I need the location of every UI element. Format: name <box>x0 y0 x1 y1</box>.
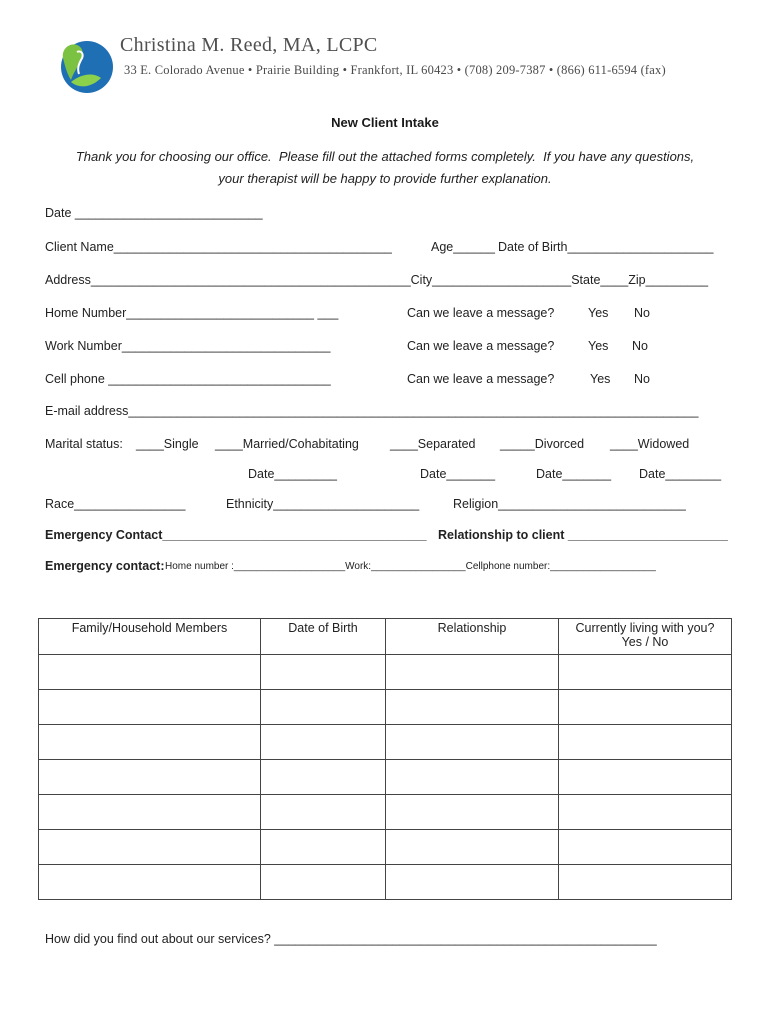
table-cell[interactable] <box>559 830 732 865</box>
home-message-question: Can we leave a message? <box>407 306 555 320</box>
work-number-field[interactable]: Work Number______________________________ <box>45 339 331 353</box>
home-message-no[interactable]: No <box>634 306 650 320</box>
marital-option-separated[interactable]: ____Separated <box>390 437 476 451</box>
cell-phone-field[interactable]: Cell phone ________________________________ <box>45 372 331 386</box>
table-header-row <box>39 619 732 655</box>
form-title: New Client Intake <box>331 115 439 130</box>
table-cell[interactable] <box>559 865 732 900</box>
dob-field[interactable]: Date of Birth_____________________ <box>498 240 714 254</box>
table-cell[interactable] <box>39 760 261 795</box>
work-message-no[interactable]: No <box>632 339 648 353</box>
table-cell[interactable] <box>39 725 261 760</box>
table-cell[interactable] <box>386 760 559 795</box>
table-cell[interactable] <box>39 655 261 690</box>
practice-address: 33 E. Colorado Avenue • Prairie Building • Frankfort, IL 60423 • (708) 209-7387 • (866) 611-6594 (fax) <box>124 63 666 77</box>
marital-status-label: Marital status: <box>45 437 123 451</box>
race-field[interactable]: Race________________ <box>45 497 186 511</box>
table-cell[interactable] <box>261 760 386 795</box>
intro-text-line1: Thank you for choosing our office. Please fill out the attached forms completely. If you have any questions, <box>75 149 695 164</box>
column-header-living-with: Currently living with you? Yes / No <box>559 619 732 655</box>
table-cell[interactable] <box>559 655 732 690</box>
work-message-question: Can we leave a message? <box>407 339 555 353</box>
emergency-contact-field[interactable]: Emergency Contact______________________________________ <box>45 528 427 542</box>
table-cell[interactable] <box>559 760 732 795</box>
table-row <box>39 760 732 795</box>
table-row <box>39 655 732 690</box>
referral-source-field[interactable]: How did you find out about our services? _______________________________________________________ <box>45 932 657 946</box>
practice-logo <box>57 38 113 96</box>
widowed-date-field[interactable]: Date________ <box>639 467 722 481</box>
column-header-relationship: Relationship <box>386 619 559 655</box>
table-cell[interactable] <box>386 655 559 690</box>
practice-name: Christina M. Reed, MA, LCPC <box>120 34 378 56</box>
emergency-contact-label: Emergency contact: <box>45 559 165 573</box>
table-row <box>39 830 732 865</box>
table-cell[interactable] <box>559 690 732 725</box>
table-row <box>39 690 732 725</box>
table-row <box>39 725 732 760</box>
marital-option-single[interactable]: ____Single <box>136 437 199 451</box>
work-message-yes[interactable]: Yes <box>588 339 609 353</box>
cell-message-no[interactable]: No <box>634 372 650 386</box>
divorced-date-field[interactable]: Date_______ <box>536 467 612 481</box>
table-row <box>39 865 732 900</box>
home-number-field[interactable]: Home Number___________________________ ___ <box>45 306 339 320</box>
date-field[interactable]: Date ___________________________ <box>45 206 263 220</box>
table-cell[interactable] <box>386 865 559 900</box>
separated-date-field[interactable]: Date_______ <box>420 467 496 481</box>
table-cell[interactable] <box>261 725 386 760</box>
table-row <box>39 795 732 830</box>
marital-option-widowed[interactable]: ____Widowed <box>610 437 690 451</box>
column-header-members: Family/Household Members <box>39 619 261 655</box>
table-cell[interactable] <box>39 830 261 865</box>
table-cell[interactable] <box>261 795 386 830</box>
table-cell[interactable] <box>386 830 559 865</box>
age-field[interactable]: Age______ <box>431 240 495 254</box>
table-cell[interactable] <box>39 865 261 900</box>
email-field[interactable]: E-mail address__________________________________________________________________________________ <box>45 404 699 418</box>
emergency-phone-fields[interactable]: Home number :____________________Work:_________________Cellphone number:___________________ <box>165 561 656 572</box>
column-header-dob: Date of Birth <box>261 619 386 655</box>
table-cell[interactable] <box>386 795 559 830</box>
table-cell[interactable] <box>386 725 559 760</box>
marital-option-divorced[interactable]: _____Divorced <box>500 437 585 451</box>
client-name-field[interactable]: Client Name________________________________________ <box>45 240 392 254</box>
relationship-field[interactable]: Relationship to client _______________________ <box>438 528 728 542</box>
table-cell[interactable] <box>261 655 386 690</box>
marital-option-married[interactable]: ____Married/Cohabitating <box>215 437 359 451</box>
married-date-field[interactable]: Date_________ <box>248 467 337 481</box>
table-cell[interactable] <box>386 690 559 725</box>
religion-field[interactable]: Religion___________________________ <box>453 497 686 511</box>
table-cell[interactable] <box>39 690 261 725</box>
family-household-table <box>38 618 732 900</box>
table-cell[interactable] <box>261 865 386 900</box>
cell-message-question: Can we leave a message? <box>407 372 555 386</box>
table-cell[interactable] <box>39 795 261 830</box>
intro-text-line2: your therapist will be happy to provide further explanation. <box>218 171 552 186</box>
table-cell[interactable] <box>261 690 386 725</box>
address-field[interactable]: Address______________________________________________City____________________State____Zip_________ <box>45 273 709 287</box>
home-message-yes[interactable]: Yes <box>588 306 609 320</box>
table-cell[interactable] <box>559 725 732 760</box>
table-cell[interactable] <box>261 830 386 865</box>
ethnicity-field[interactable]: Ethnicity_____________________ <box>226 497 420 511</box>
cell-message-yes[interactable]: Yes <box>590 372 611 386</box>
table-cell[interactable] <box>559 795 732 830</box>
